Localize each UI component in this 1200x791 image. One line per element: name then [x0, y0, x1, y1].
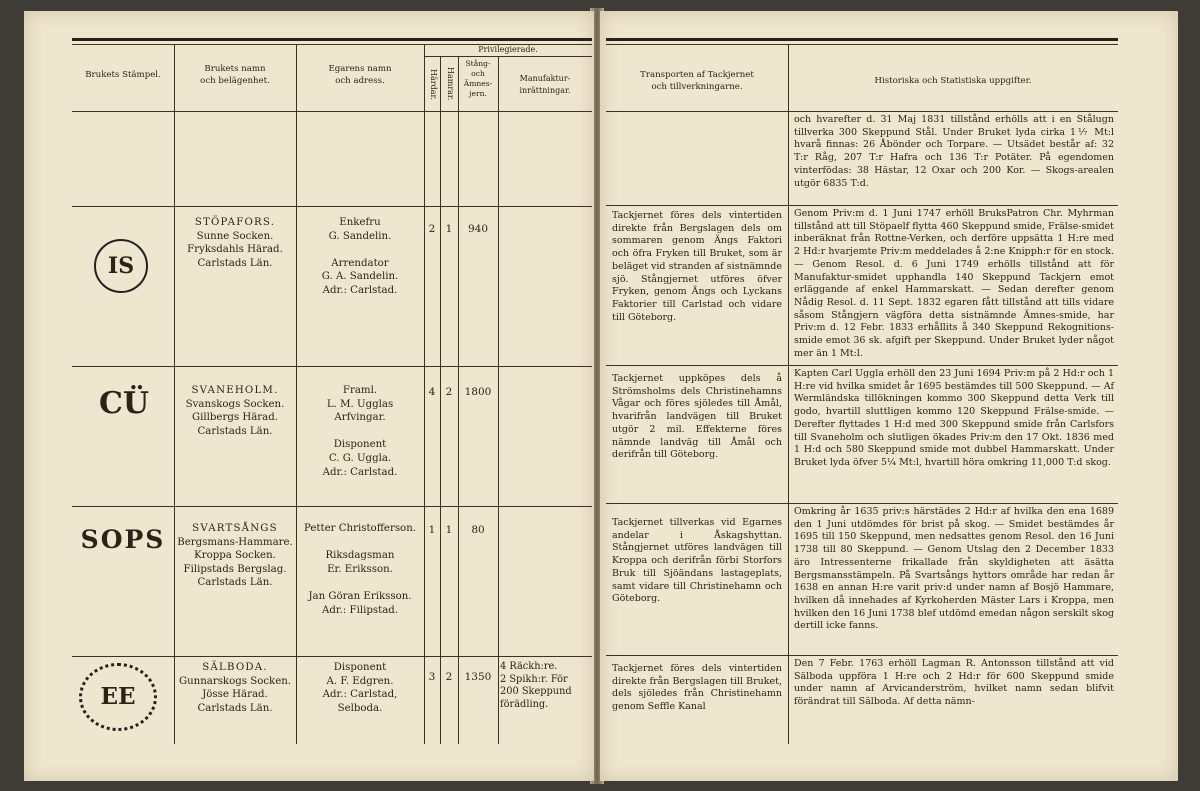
hardar-svaneholm: 4: [428, 386, 436, 398]
bruk-stopafors: STÖPAFORS. Sunne Socken. Fryksdahls Härad. Carlstads Län.: [187, 217, 283, 269]
stamp-stopafors: IS: [94, 239, 148, 293]
jern-stopafors: 940: [467, 223, 489, 235]
hist-intro: och hvarefter d. 31 Maj 1831 tillstånd erhölls att i en Stålugn tillverka 300 Skeppund Stål. Under Bruket lyda cirka 1⅐ Mt:l hvarå finnas: 26 Åbönder och Torpare. — Utsädet består af: 32 T:r Råg, 207 T:r Hafra och 136 T:r Potäter. På egendomen vinterfödas: 38 Hästar, 12 Oxar och 200 Kor. — Skogs-arealen utgör 6835 T:d.: [794, 114, 1114, 189]
egare-svartsangs: Petter Christofferson. Riksdagsman Er. Eriksson. Jan Göran Eriksson. Adr.: Filipstad.: [304, 523, 416, 616]
hist-salboda: Den 7 Febr. 1763 erhöll Lagman R. Antonsson tillstånd att vid Sälboda uppföra 1 H:re och 2 Hd:r för 600 Skeppund smide under namn af Arvicanderström, hvilket namn sedan blifvit förändrat till Sälboda. Af detta nämn-: [794, 658, 1114, 708]
hist-svaneholm: Kapten Carl Uggla erhöll den 23 Juni 1694 Priv:m på 2 Hd:r och 1 H:re vid hvilka smidet år 1695 bestämdes till 500 Skeppund. — Af Wermländska tillökningen kommo 300 Skeppund detta Verk till godo, hvartill sluttligen kommo 120 Skeppund Frälse-smide. — Derefter flyttades 1 H:d med 300 Skeppund smide från Carlsfors till Svaneholm och slutligen ökades Priv:m den 17 Okt. 1836 med 1 H:d och 580 Skeppund smide mot dubbel Hammarskatt. Under Bruket lyda öfver 5¼ Mt:l, hvartill höra omkring 11,000 T:d skog.: [794, 368, 1114, 468]
bruk-salboda: SÄLBODA. Gunnarskogs Socken. Jösse Härad. Carlstads Län.: [178, 662, 292, 714]
hamrar-svaneholm: 2: [445, 386, 453, 398]
stamp-svaneholm: CÜ: [98, 386, 150, 421]
right-page: [600, 11, 1178, 781]
egare-svaneholm: Framl. L. M. Ugglas Arfvingar. Disponent C. G. Uggla. Adr.: Carlstad.: [322, 385, 398, 478]
header-egare: Egarens namn och adress.: [328, 64, 392, 86]
header-stampel: Brukets Stämpel.: [85, 70, 161, 80]
jern-svaneholm: 1800: [464, 386, 492, 398]
bruk-svartsangs: SVARTSÅNGS Bergsmans-Hammare. Kroppa Socken. Filipstads Bergslag. Carlstads Län.: [177, 523, 293, 589]
hist-stopafors: Genom Priv:m d. 1 Juni 1747 erhöll BruksPatron Chr. Myhrman tillstånd att till Stöpaelf flytta 460 Skeppund smide, Frälse-smidet inberäknat från Rottne-Verken, och derföre uppsätta 1 H:re med 2 Hd:r hvarjemte Priv:m meddelades å 2:ne Knipph:r för en stock. — Genom Resol. d. 6 Juni 1749 erhölls tillstånd att för Manufaktur-smidet upphandla 140 Skeppund Tackjern emot erläggande af enkel Hammarskatt. — Sedan derefter genom Nådig Resol. d. 11 Sept. 1832 egaren fått tillstånd att tills vidare såsom Stångjern vägföra detta sistnämnde Ämnes-smide, har Priv:m d. 12 Febr. 1833 erhållits å 340 Skeppund Rekognitions-smide emot 36 sk. afgift per Skeppund. Under Bruket lyder något mer än 1 Mt:l.: [794, 208, 1114, 359]
header-brukets-namn: Brukets namn och belägenhet.: [200, 64, 270, 86]
stamp-svartsangs: SOPS: [80, 525, 166, 554]
bruk-svaneholm: SVANEHOLM. Svanskogs Socken. Gillbergs Härad. Carlstads Län.: [185, 385, 285, 437]
stamp-salboda: EE: [79, 663, 157, 731]
hist-svartsangs: Omkring år 1635 priv:s härstädes 2 Hd:r af hvilka den ena 1689 den 1 Juni utdömdes för brist på skog. — Smidet bestämdes år 1695 till 150 Skeppund, men nedsattes genom Resol. den 16 Juni 1738 till 80 Skeppund. — Genom Utslag den 2 December 1833 äro Intressenterne frikallade från skyldigheten att äsätta Bergsmansstämpeln. På Svartsångs hyttors område har redan år 1638 en annan H:re varit priv:d under namn af Bosjö Hammare, hvilken då innehades af Kyrkoherden Mäster Lars i Kroppa, men hvilken den 16 Juni 1738 blef utdömd emedan någon serskilt skog dertill icke fanns.: [794, 506, 1114, 632]
header-transport: Transporten af Tackjernet och tillverkningarne.: [640, 70, 754, 92]
manufaktur-salboda: 4 Räckh:re. 2 Spikh:r. För 200 Skeppund förädling.: [500, 661, 572, 710]
header-manufaktur: Manufaktur- inrättningar.: [519, 74, 571, 95]
hardar-stopafors: 2: [428, 223, 436, 235]
header-privilegierade: Privilegierade.: [478, 45, 538, 54]
left-page: [24, 11, 594, 781]
transport-svaneholm: Tackjernet uppköpes dels å Strömsholms dels Christinehamns Vågar och föres sjöledes till Åmål, hvarifrån landvägen till Bruket utgör 2 mil. Effekterne föres nämnde landväg till Åmål och derifrån till Göteborg.: [612, 373, 782, 461]
hardar-svartsangs: 1: [428, 524, 436, 536]
egare-stopafors: Enkefru G. Sandelin. Arrendator G. A. Sandelin. Adr.: Carlstad.: [321, 217, 399, 296]
hardar-salboda: 3: [428, 671, 436, 683]
header-hamrar: Hamrar.: [446, 67, 455, 101]
jern-salboda: 1350: [464, 671, 492, 683]
transport-svartsangs: Tackjernet tillverkas vid Egarnes andelar i Åskagshyttan. Stångjernet utföres landvägen till Kroppa och derifrån förbi Storfors Bruk till Sjöändans lastageplats, samt vidare till Christinehamn och Göteborg.: [612, 517, 782, 605]
egare-salboda: Disponent A. F. Edgren. Adr.: Carlstad, Selboda.: [322, 662, 398, 714]
header-historiska: Historiska och Statistiska uppgifter.: [874, 76, 1032, 86]
hamrar-stopafors: 1: [445, 223, 453, 235]
hamrar-svartsangs: 1: [445, 524, 453, 536]
header-stang: Stång- och Ämnes- jern.: [463, 59, 493, 98]
header-hardar: Härdar.: [429, 68, 438, 100]
transport-stopafors: Tackjernet föres dels vintertiden direkte från Bergslagen dels om sommaren genom Ängs Faktori och öfra Fryken till Bruket, som är beläget vid stranden af sistnämnde sjö. Stångjernet utföres öfver Fryken, genom Ängs och Lyckans Faktorier till Carlstad och vidare till Göteborg.: [612, 210, 782, 323]
jern-svartsangs: 80: [471, 524, 485, 536]
hamrar-salboda: 2: [445, 671, 453, 683]
transport-salboda: Tackjernet föres dels vintertiden direkte från Bergslagen till Bruket, dels sjöledes från Christinehamn genom Seffle Kanal: [612, 663, 782, 713]
